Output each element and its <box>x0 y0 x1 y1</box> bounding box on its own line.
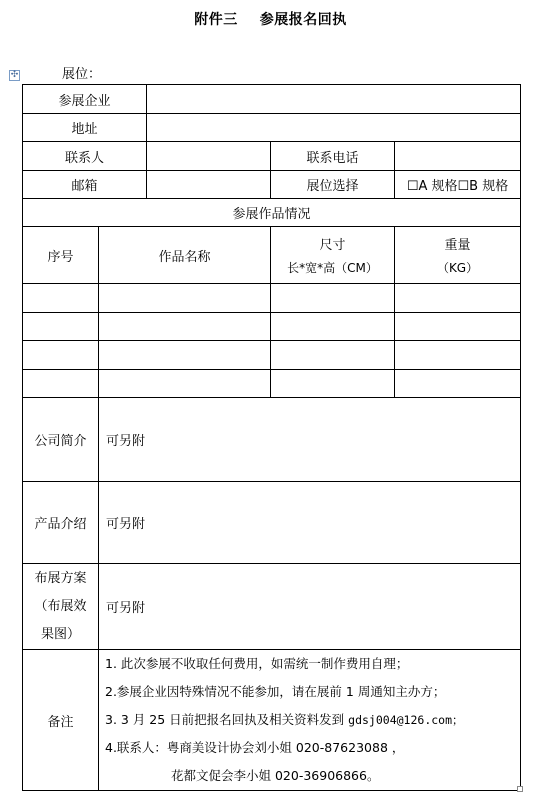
table-row <box>23 284 521 313</box>
layout-label-line1: 布展方案 <box>34 570 87 586</box>
layout-label-line2: （布展效 <box>34 598 87 614</box>
table-row <box>23 370 521 398</box>
cell-no[interactable] <box>23 370 99 398</box>
document-title <box>0 9 541 29</box>
cell-weight[interactable] <box>395 284 521 313</box>
col-header-name: 作品名称 <box>99 227 271 284</box>
table-row <box>23 313 521 341</box>
cell-size[interactable] <box>271 284 395 313</box>
cell-name[interactable] <box>99 284 271 313</box>
cell-weight[interactable] <box>395 370 521 398</box>
layout-plan-field[interactable]: 可另附 <box>99 564 521 650</box>
note-1: 1. 此次参展不收取任何费用，如需统一制作费用自理； <box>105 656 409 671</box>
registration-form-table <box>22 84 521 791</box>
cell-name[interactable] <box>99 313 271 341</box>
phone-input[interactable] <box>395 142 521 171</box>
notes-content <box>99 650 521 791</box>
note-5: 花都文促会李小姐 020-36906866。 <box>171 768 380 783</box>
col-header-weight <box>395 227 521 284</box>
title-main: 参展报名回执 <box>259 12 347 28</box>
weight-header-line1: 重量 <box>444 238 471 253</box>
layout-plan-label <box>23 564 99 650</box>
title-prefix: 附件三 <box>194 12 238 28</box>
cell-weight[interactable] <box>395 341 521 370</box>
cell-size[interactable] <box>271 313 395 341</box>
cell-no[interactable] <box>23 341 99 370</box>
company-intro-field[interactable]: 可另附 <box>99 398 521 482</box>
product-intro-field[interactable]: 可另附 <box>99 482 521 564</box>
booth-label: 展位： <box>62 67 102 82</box>
cell-weight[interactable] <box>395 313 521 341</box>
table-resize-handle-icon[interactable] <box>517 786 523 792</box>
note-3-email: gdsj004@126.com； <box>348 713 464 727</box>
booth-choice-label: 展位选择 <box>271 171 395 199</box>
cell-name[interactable] <box>99 341 271 370</box>
company-label: 参展企业 <box>23 85 147 114</box>
note-3-text: 3. 3 月 25 日前把报名回执及相关资料发到 <box>105 712 349 727</box>
contact-label: 联系人 <box>23 142 147 171</box>
product-intro-label: 产品介绍 <box>23 482 99 564</box>
col-header-size <box>271 227 395 284</box>
works-section-title: 参展作品情况 <box>23 199 521 227</box>
company-intro-label: 公司简介 <box>23 398 99 482</box>
cell-size[interactable] <box>271 370 395 398</box>
address-input[interactable] <box>147 114 521 142</box>
cell-no[interactable] <box>23 284 99 313</box>
notes-label: 备注 <box>23 650 99 791</box>
note-3 <box>105 706 520 734</box>
cell-no[interactable] <box>23 313 99 341</box>
size-header-line2: 长*宽*高（CM） <box>287 261 378 275</box>
note-2: 2.参展企业因特殊情况不能参加，请在展前 1 周通知主办方； <box>105 684 446 699</box>
layout-label-line3: 果图） <box>40 626 80 642</box>
col-header-no: 序号 <box>23 227 99 284</box>
table-move-handle-icon[interactable]: ✣ <box>10 70 19 80</box>
contact-input[interactable] <box>147 142 271 171</box>
table-row <box>23 341 521 370</box>
address-label: 地址 <box>23 114 147 142</box>
booth-choice-options[interactable]: ☐A 规格☐B 规格 <box>395 171 521 199</box>
weight-header-line2: （KG） <box>436 261 479 275</box>
company-input[interactable] <box>147 85 521 114</box>
phone-label: 联系电话 <box>271 142 395 171</box>
cell-name[interactable] <box>99 370 271 398</box>
cell-size[interactable] <box>271 341 395 370</box>
size-header-line1: 尺寸 <box>319 238 346 253</box>
email-input[interactable] <box>147 171 271 199</box>
note-4: 4.联系人：粤商美设计协会刘小姐 020-87623088 ， <box>105 740 405 755</box>
email-label: 邮箱 <box>23 171 147 199</box>
